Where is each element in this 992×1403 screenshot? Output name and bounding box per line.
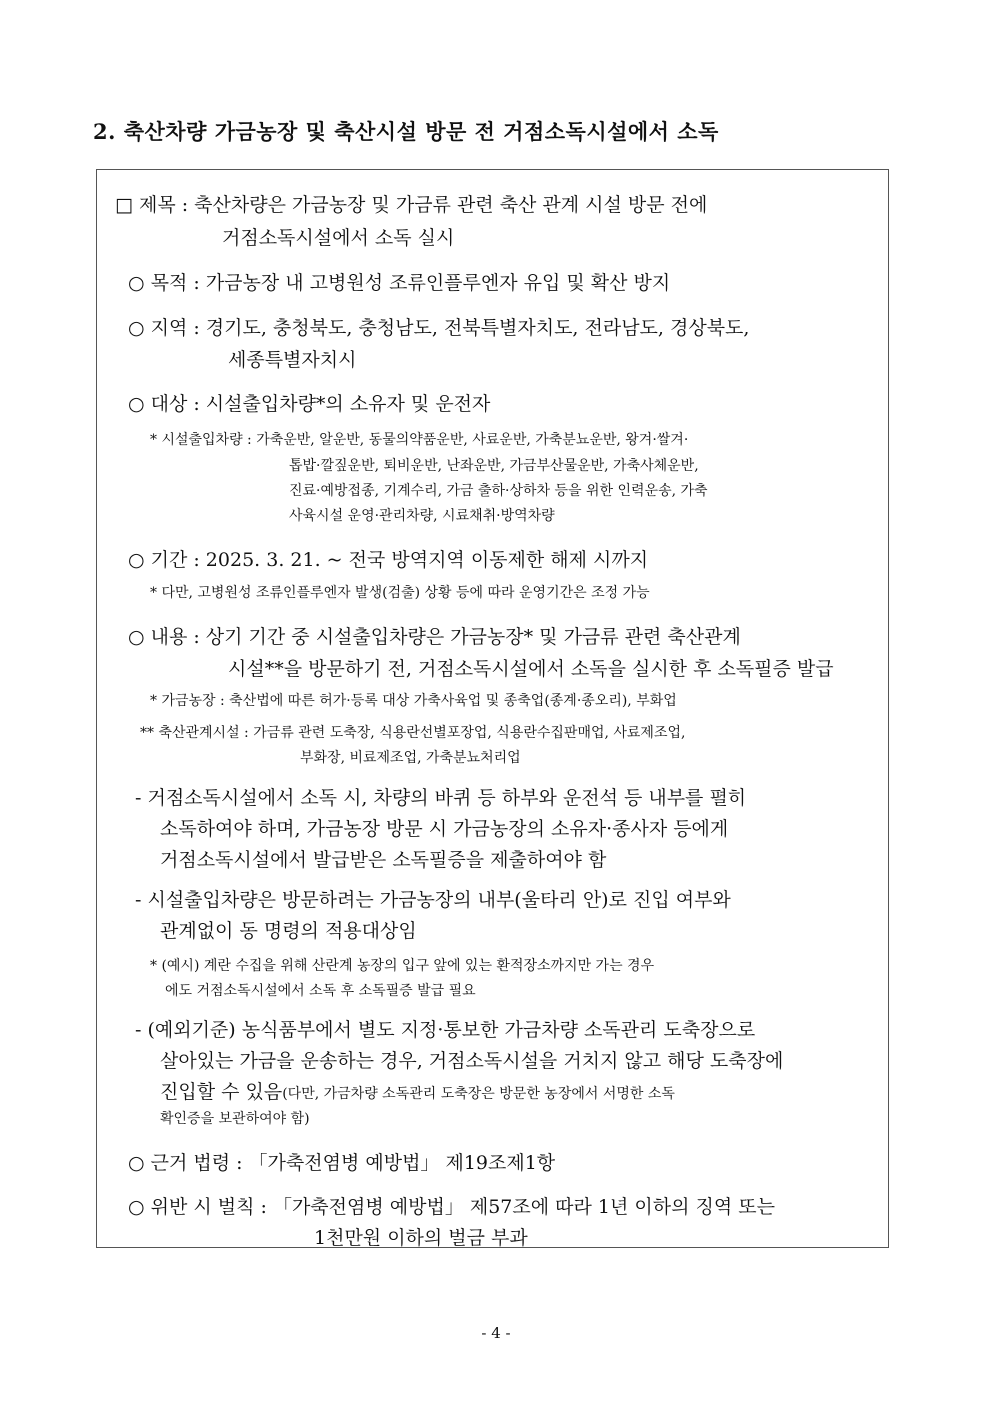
dash2-note-line-1: * (예시) 계란 수집을 위해 산란계 농장의 입구 앞에 있는 환적장소까지만 가는 경우 [150, 958, 655, 974]
dash1-line-3: 거점소독시설에서 발급받은 소독필증을 제출하여야 함 [160, 849, 607, 871]
dash3-line-4: 확인증을 보관하여야 함) [160, 1111, 310, 1127]
section-heading: 2. 축산차량 가금농장 및 축산시설 방문 전 거점소독시설에서 소독 [93, 119, 719, 144]
content-line-1: ○ 내용 : 상기 기간 중 시설출입차량은 가금농장* 및 가금류 관련 축산관계 [128, 626, 741, 648]
region-line-2: 세종특별자치시 [228, 349, 357, 371]
content-note-2-line-2: 부화장, 비료제조업, 가축분뇨처리업 [300, 750, 521, 766]
target-item: ○ 대상 : 시설출입차량*의 소유자 및 운전자 [128, 393, 491, 415]
content-line-2: 시설**을 방문하기 전, 거점소독시설에서 소독을 실시한 후 소독필증 발급 [228, 658, 834, 680]
purpose-item: ○ 목적 : 가금농장 내 고병원성 조류인플루엔자 유입 및 확산 방지 [128, 272, 671, 294]
title-line-1: □ 제목 : 축산차량은 가금농장 및 가금류 관련 축산 관계 시설 방문 전에 [115, 194, 708, 216]
content-note-1: * 가금농장 : 축산법에 따른 허가·등록 대상 가축사육업 및 종축업(종계·종오리), 부화업 [150, 693, 677, 709]
content-note-2-line-1: ** 축산관계시설 : 가금류 관련 도축장, 식용란선별포장업, 식용란수집판매업, 사료제조업, [140, 725, 686, 741]
dash2-line-1: - 시설출입차량은 방문하려는 가금농장의 내부(울타리 안)로 진입 여부와 [135, 889, 731, 911]
penalty-line-1: ○ 위반 시 벌칙 : 「가축전염병 예방법」 제57조에 따라 1년 이하의 징역 또는 [128, 1196, 775, 1218]
target-note-line-3: 진료·예방접종, 기계수리, 가금 출하·상하차 등을 위한 인력운송, 가축 [289, 483, 708, 499]
period-item: ○ 기간 : 2025. 3. 21. ~ 전국 방역지역 이동제한 해제 시까지 [128, 549, 649, 571]
title-line-2: 거점소독시설에서 소독 실시 [222, 227, 455, 249]
dash3-line-1: - (예외기준) 농식품부에서 별도 지정·통보한 가금차량 소독관리 도축장으로 [135, 1019, 756, 1041]
dash3-line-3-main: 진입할 수 있음 [160, 1081, 283, 1103]
dash2-line-2: 관계없이 동 명령의 적용대상임 [160, 920, 417, 942]
dash1-line-2: 소독하여야 하며, 가금농장 방문 시 가금농장의 소유자·종사자 등에게 [160, 818, 729, 840]
page-number: - 4 - [481, 1324, 511, 1342]
legal-basis-item: ○ 근거 법령 : 「가축전염병 예방법」 제19조제1항 [128, 1152, 556, 1174]
target-note-line-4: 사육시설 운영·관리차량, 시료채취·방역차량 [289, 508, 555, 524]
dash2-note-line-2: 에도 거점소독시설에서 소독 후 소독필증 발급 필요 [165, 983, 476, 999]
target-note-line-1: * 시설출입차량 : 가축운반, 알운반, 동물의약품운반, 사료운반, 가축분뇨운반, 왕겨·쌀겨· [150, 432, 689, 448]
dash3-line-3 [160, 1077, 675, 1104]
region-line-1: ○ 지역 : 경기도, 충청북도, 충청남도, 전북특별자치도, 전라남도, 경상북도, [128, 317, 750, 339]
period-note: * 다만, 고병원성 조류인플루엔자 발생(검출) 상황 등에 따라 운영기간은 조정 가능 [150, 585, 650, 601]
target-note-line-2: 톱밥·깔짚운반, 퇴비운반, 난좌운반, 가금부산물운반, 가축사체운반, [289, 458, 699, 474]
penalty-line-2: 1천만원 이하의 벌금 부과 [314, 1227, 528, 1249]
dash3-line-2: 살아있는 가금을 운송하는 경우, 거점소독시설을 거치지 않고 해당 도축장에 [160, 1050, 784, 1072]
dash3-line-3-note: (다만, 가금차량 소독관리 도축장은 방문한 농장에서 서명한 소독 [282, 1086, 675, 1102]
dash1-line-1: - 거점소독시설에서 소독 시, 차량의 바퀴 등 하부와 운전석 등 내부를 펼히 [135, 787, 747, 809]
